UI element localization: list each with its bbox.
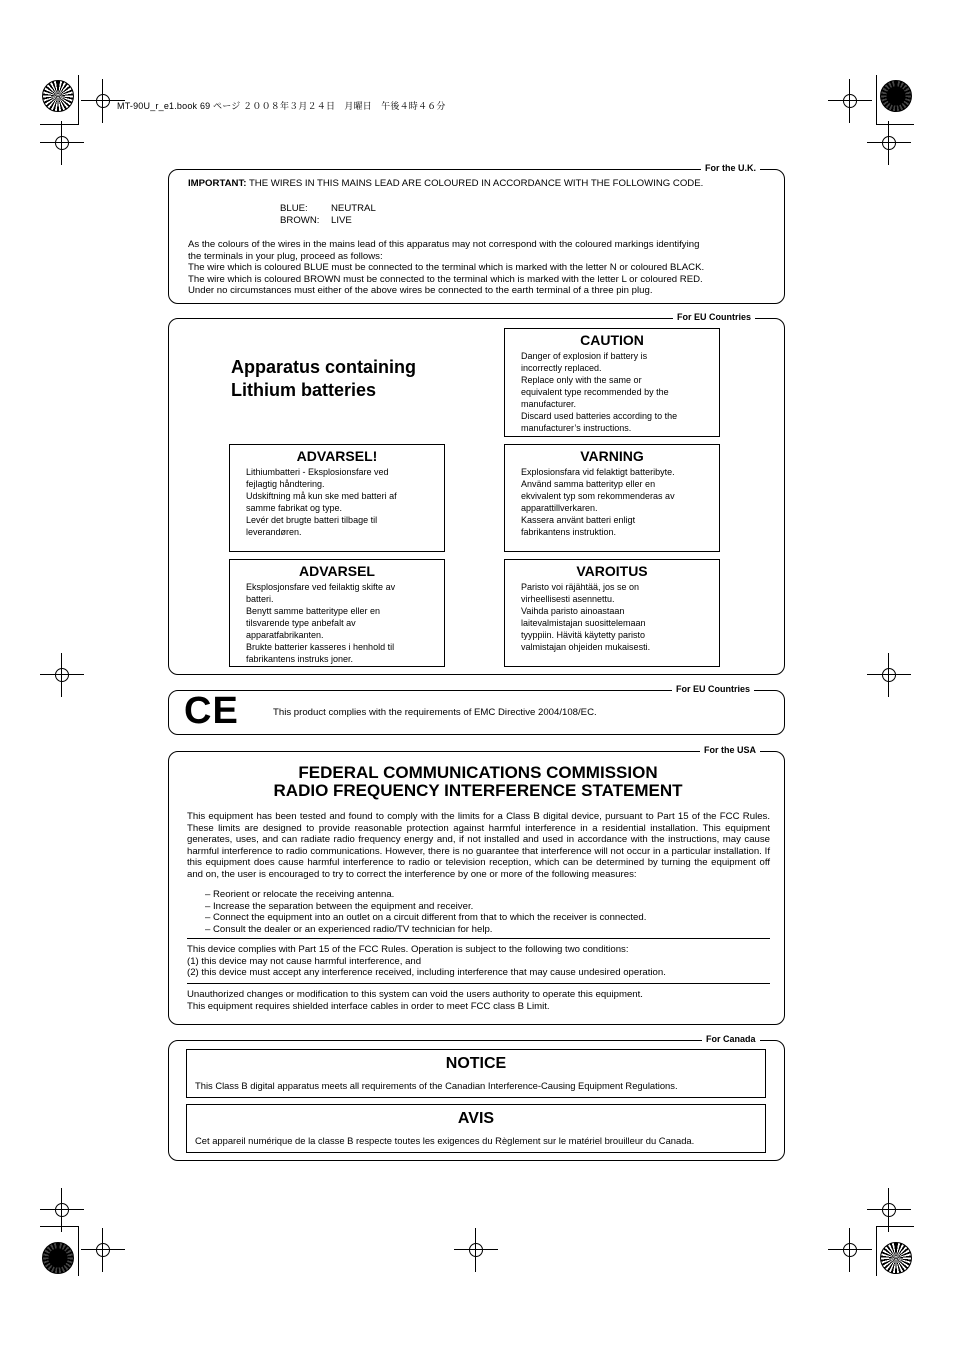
divider	[187, 983, 770, 984]
fcc-statement-title: FEDERAL COMMUNICATIONS COMMISSION RADIO FREQUENCY INTERFERENCE STATEMENT	[273, 763, 683, 800]
emc-compliance-text: This product complies with the requirements of EMC Directive 2004/108/EC.	[273, 707, 597, 718]
crop-line	[78, 1226, 79, 1276]
crosshair-mark	[50, 663, 74, 687]
print-file-header: MT-90U_r_e1.book 69 ページ ２００８年３月２４日 月曜日 午後４時４６分	[117, 101, 446, 111]
registration-target-top-right	[880, 80, 912, 112]
uk-section-tag: For the U.K.	[701, 163, 760, 173]
registration-target-bottom-left	[42, 1242, 74, 1274]
varoitus-box	[504, 559, 720, 667]
important-label: IMPORTANT:	[188, 178, 247, 189]
avis-title: AVIS	[457, 1110, 495, 1127]
crosshair-mark	[91, 1238, 115, 1262]
advarsel-danish-text: Lithiumbatteri - Eksplosionsfare ved fejlagtig håndtering. Udskiftning må kun ske med batteri af samme fabrikat og type. Levér det brugte batteri tilbage til leverandøren.	[246, 467, 397, 537]
caution-text: Danger of explosion if battery is incorrectly replaced. Replace only with the same or equivalent type recommended by the manufacturer. Discard used batteries according to the manufacturer’s instructions.	[521, 351, 678, 433]
notice-title: NOTICE	[445, 1055, 507, 1072]
caution-title: CAUTION	[580, 332, 644, 348]
canada-section-tag: For Canada	[702, 1034, 760, 1044]
fcc-measures-list	[205, 889, 646, 935]
list-item: – Increase the separation between the equipment and receiver.	[205, 900, 474, 912]
wire-brown-value: LIVE	[331, 215, 352, 226]
crop-line	[40, 1226, 78, 1227]
crosshair-mark	[464, 1238, 488, 1262]
avis-text: Cet appareil numérique de la classe B respecte toutes les exigences du Règlement sur le matériel brouilleur du Canada.	[195, 1135, 695, 1146]
advarsel-norwegian-box	[229, 559, 445, 667]
crop-line	[876, 124, 914, 125]
crop-line	[876, 1226, 877, 1276]
registration-target-top-left	[42, 80, 74, 112]
fcc-part15-text: This device complies with Part 15 of the FCC Rules. Operation is subject to the following two conditions: (1) this device may not cause harmful interference, and (2) this device must accept any interference received, including interference that may cause undesired operation.	[187, 944, 666, 979]
varoitus-text: Paristo voi räjähtää, jos se on virheellisesti asennettu. Vaihda paristo ainoastaan laitevalmistajan suosittelemaan tyyppiin. Hävitä käytetty paristo valmistajan ohjeiden mukaisesti.	[521, 582, 651, 652]
crosshair-mark	[838, 1238, 862, 1262]
advarsel-norwegian-title: ADVARSEL	[299, 563, 375, 579]
divider	[187, 938, 770, 939]
ce-mark-logo: CE	[184, 690, 239, 732]
caution-box	[504, 328, 720, 437]
notice-text: This Class B digital apparatus meets all requirements of the Canadian Interference-Causing Equipment Regulations.	[195, 1080, 678, 1091]
crosshair-mark	[877, 663, 901, 687]
advarsel-danish-title: ADVARSEL!	[296, 448, 378, 464]
uk-body-text: As the colours of the wires in the mains lead of this apparatus may not correspond with the coloured markings identifying the terminals in your plug, proceed as follows: The wire which is coloured BLUE must be connected to the terminal which is marked with the letter N or coloured BLACK. The wire which is coloured BROWN must be connected to the terminal which is marked with the letter L or coloured RED. Under no circumstances must either of the above wires be connected to the earth terminal of a three pin plug.	[188, 239, 705, 297]
wire-brown-label: BROWN:	[280, 215, 320, 226]
crop-line	[876, 1226, 914, 1227]
wire-blue-value: NEUTRAL	[331, 203, 376, 214]
uk-important-line	[188, 178, 703, 190]
list-item: – Connect the equipment into an outlet on a circuit different from that to which the receiver is connected.	[205, 912, 647, 924]
crosshair-mark	[877, 131, 901, 155]
wire-blue-label: BLUE:	[280, 203, 308, 214]
fcc-unauthorized-text: Unauthorized changes or modification to this system can void the users authority to operate this equipment. This equipment requires shielded interface cables in order to meet FCC class B Limit.	[187, 989, 643, 1012]
eu-emc-section-tag: For EU Countries	[672, 684, 754, 694]
varning-box	[504, 444, 720, 552]
advarsel-norwegian-text: Eksplosjonsfare ved feilaktig skifte av batteri. Benytt samme batteritype eller en tilsvarende type anbefalt av apparatfabrikanten. Brukte batterier kasseres i henhold til fabrikantens instruks joner.	[246, 582, 396, 664]
crosshair-mark	[50, 1198, 74, 1222]
important-text: THE WIRES IN THIS MAINS LEAD ARE COLOURED IN ACCORDANCE WITH THE FOLLOWING CODE.	[246, 178, 704, 189]
fcc-body-text: This equipment has been tested and found to comply with the limits for a Class B digital device, pursuant to Part 15 of the FCC Rules. These limits are designed to provide reasonable protection against harmful interference in a residential installation. This equipment generates, uses, and can radiate radio frequency energy and, if not installed and used in accordance with the instructions, may cause harmful interference to radio communications. However, there is no guarantee that interference will not occur in a particular installation. If this equipment does cause harmful interference to radio or television reception, which can be determined by turning the equipment off and on, the user is encouraged to try to correct the interference by one or more of the following measures:	[187, 811, 770, 880]
list-item: – Reorient or relocate the receiving antenna.	[205, 889, 395, 900]
varoitus-title: VAROITUS	[576, 563, 648, 579]
list-item: – Consult the dealer or an experienced radio/TV technician for help.	[205, 923, 493, 935]
crosshair-mark	[91, 89, 115, 113]
registration-target-bottom-right	[880, 1242, 912, 1274]
crop-line	[78, 75, 79, 125]
crop-line	[40, 124, 78, 125]
crosshair-mark	[50, 131, 74, 155]
lithium-battery-title: Apparatus containing Lithium batteries	[231, 357, 417, 400]
crosshair-mark	[838, 89, 862, 113]
avis-box	[186, 1104, 766, 1153]
notice-box	[186, 1049, 766, 1098]
varning-title: VARNING	[580, 448, 644, 464]
eu-battery-section-tag: For EU Countries	[673, 312, 755, 322]
crosshair-mark	[877, 1198, 901, 1222]
usa-section-tag: For the USA	[700, 745, 760, 755]
crop-line	[876, 75, 877, 125]
advarsel-danish-box	[229, 444, 445, 552]
varning-text: Explosionsfara vid felaktigt batteribyte. Använd samma batterityp eller en ekvivalent typ som rekommenderas av apparattillverkaren. Kassera använt batteri enligt fabrikantens instruktion.	[521, 467, 675, 537]
